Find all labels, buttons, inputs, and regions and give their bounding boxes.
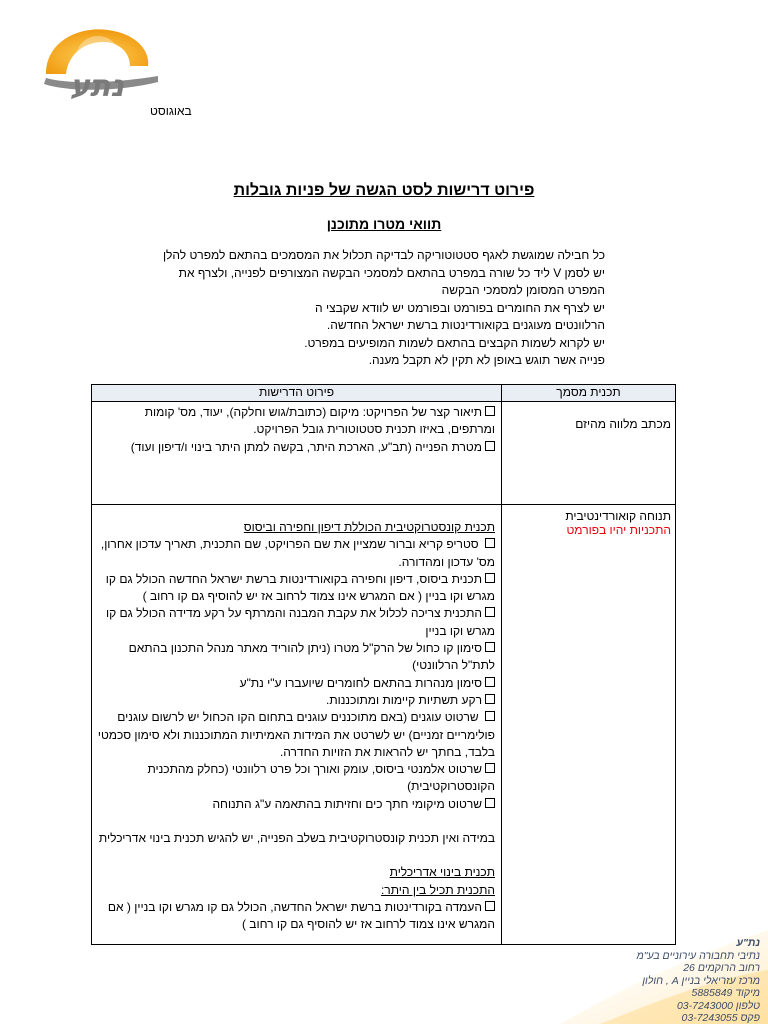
list-item <box>96 640 495 675</box>
row-requirements <box>92 505 502 945</box>
row-requirements <box>92 402 502 505</box>
footer-line: פקס 03-7243055 <box>681 1012 760 1024</box>
checkbox[interactable] <box>485 711 495 721</box>
footer-line: נתיבי תחבורה עירוניים בע"מ <box>636 949 760 962</box>
list-item-text: סטריפ קריא וברור שמציין את שם הפרויקט, שם התכנית, תאריך עדכון אחרון, מס' עדכון ומהדורה. <box>100 537 495 569</box>
document-title: פירוט דרישות לסט הגשה של פניות גובלות <box>233 182 535 199</box>
footer-line: מרכז עזריאלי בניין A , חולון <box>642 974 760 987</box>
intro-line: המפרט המסומן למסמכי הבקשה <box>441 283 605 297</box>
list-item-text: שרטוט עוגנים (באם מתוכננים עוגנים בתחום הקו הכחול יש לרשום עוגנים פולימריים זמניים) יש לשרטט את המידות האמיתיות המתוכננות ולא סימון סכמטי בלבד, בחתך יש להראות את הזויות החדרה. <box>97 710 495 759</box>
list-item-text: סימון קו כחול של הרק"ל מטרו (ניתן להוריד מאתר מנהל התכנון בהתאם לתת"ל הרלוונטי) <box>128 641 495 673</box>
list-item <box>96 404 495 439</box>
company-logo <box>38 22 178 104</box>
list-item-text: התכנית צריכה לכלול את עקבת המבנה והמרתף על רקע מדידה הכולל גם קו מגרש וקו בניין <box>106 606 495 638</box>
row-document-type <box>502 505 676 945</box>
intro-line: כל חבילה שמוגשת לאגף סטטוטוריקה לבדיקה תכלול את המסמכים בהתאם למפרט להלן <box>162 248 605 262</box>
intro-line: יש לקרוא לשמות הקבצים בהתאם לשמות המופיעים במפרט. <box>304 335 605 350</box>
checkbox[interactable] <box>485 677 495 687</box>
footer-line: רחוב הרוקמים 26 <box>683 962 760 974</box>
list-item <box>96 709 495 761</box>
list-item <box>96 692 495 709</box>
footer-contact <box>600 937 760 1025</box>
arch-title: תכנית בינוי אדריכלית <box>389 865 495 880</box>
document-subtitle: תוואי מטרו מתוכנן <box>326 216 442 232</box>
requirements-table <box>91 384 676 945</box>
list-item <box>96 605 495 640</box>
footer-company-name: נת"ע <box>736 937 760 949</box>
checkbox[interactable] <box>485 441 495 451</box>
list-item <box>96 899 495 934</box>
checkbox[interactable] <box>485 763 495 773</box>
intro-text <box>105 247 605 370</box>
checkbox[interactable] <box>485 607 495 617</box>
list-item-text: שרטוט אלמנטי ביסוס, עומק ואורך וכל פרט רלוונטי (כחלק מהתכנית הקונסטרוקטיבית) <box>147 762 495 794</box>
checkbox[interactable] <box>485 798 495 808</box>
section-title: תכנית קונסטרוקטיבית הכוללת דיפון וחפירה וביסוס <box>243 520 495 534</box>
footer-line: טלפון 03-7243000 <box>676 999 760 1012</box>
list-item <box>96 439 495 456</box>
list-item-text: תיאור קצר של הפרויקט: מיקום (כתובת/גוש וחלקה), יעוד, מס' קומות ומרתפים, באיזו תכנית סטטוטורית גובל הפרויקט. <box>144 405 495 437</box>
arch-subtitle: התכנית תכיל בין היתר: <box>380 882 495 897</box>
list-item-text: מטרת הפנייה (תב"ע, הארכת היתר, בקשה למתן היתר בינוי ו/דיפון ועוד) <box>130 439 482 454</box>
list-item-text: שרטוט מיקומי חתך כים וחזיתות בהתאמה ע"ג התנוחה <box>212 796 482 811</box>
intro-line: הרלוונטים מעוגנים בקואורדינטות ברשת ישראל החדשה. <box>326 318 605 332</box>
row-document-type <box>502 402 676 505</box>
list-item-text: סימון מנהרות בהתאם לחומרים שיועברו ע"י נת"ע <box>239 675 482 690</box>
list-item <box>96 536 495 571</box>
list-item-text: תכנית ביסוס, דיפון וחפירה בקואורדינטות ברשת ישראל החדשה הכולל גם קו מגרש וקו בניין ( אם המגרש אינו צמוד לרחוב אז יש להוסיף גם קו רחוב ) <box>105 571 495 604</box>
checkbox[interactable] <box>485 642 495 652</box>
format-note: התכניות יהיו בפורמט <box>566 523 671 537</box>
document-date: באוגוסט <box>150 104 192 118</box>
header-requirements: פירוט הדרישות <box>92 385 502 402</box>
list-item <box>96 796 495 813</box>
note-text: במידה ואין תכנית קונסטרוקטיבית בשלב הפנייה, יש להגיש תכנית בינוי אדריכלית <box>98 831 495 846</box>
row-type-label: תנוחה קואורדינטיבית <box>565 509 671 523</box>
table-row <box>92 505 676 945</box>
checkbox[interactable] <box>485 573 495 583</box>
intro-line: יש לצרף את החומרים בפורמט ובפורמט יש לוודא שקבצי ה <box>315 300 605 315</box>
list-item <box>96 571 495 606</box>
footer-line: מיקוד 5885849 <box>691 987 760 999</box>
checkbox[interactable] <box>485 694 495 704</box>
list-item-text: רקע תשתיות קיימות ומתוכננות. <box>326 692 482 707</box>
svg-text:נתע: נתע <box>70 69 125 104</box>
intro-line: יש לסמן V ליד כל שורה במפרט בהתאם למסמכי הבקשה המצורפים לפנייה, ולצרף את <box>178 265 605 280</box>
intro-line: פנייה אשר תוגש באופן לא תקין לא תקבל מענה. <box>368 353 605 367</box>
table-header-row <box>92 385 676 402</box>
list-item <box>96 675 495 692</box>
table-row <box>92 402 676 505</box>
list-item <box>96 761 495 796</box>
checkbox[interactable] <box>485 538 495 548</box>
header-document-type: תכנית מסמך <box>502 385 676 402</box>
checkbox[interactable] <box>485 406 495 416</box>
checkbox[interactable] <box>485 901 495 911</box>
row-type-label: מכתב מלווה מהיזם <box>575 417 671 431</box>
list-item-text: העמדה בקורדינטות ברשת ישראל החדשה, הכולל גם קו מגרש וקו בניין ( אם המגרש אינו צמוד לרחוב אז יש להוסיף גם קו רחוב ) <box>107 899 495 932</box>
